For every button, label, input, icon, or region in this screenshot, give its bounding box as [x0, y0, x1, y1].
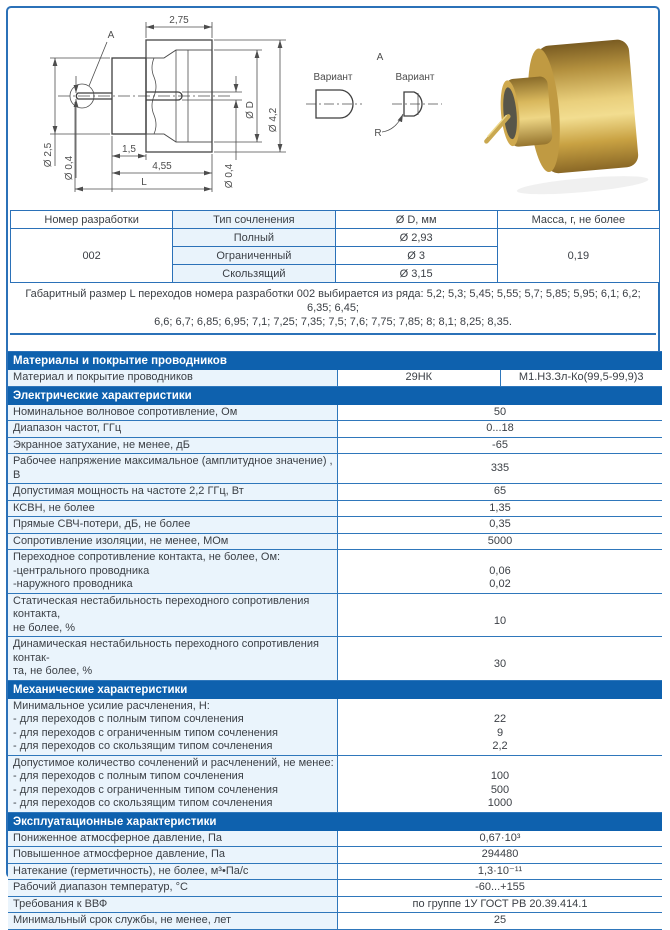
spec-row	[8, 897, 662, 914]
value-cell	[338, 484, 662, 500]
param-line: Допустимая мощность на частоте 2,2 ГГц, Вт	[13, 485, 244, 497]
param-line: не более, %	[13, 621, 75, 634]
value-line: 0,35	[489, 518, 511, 530]
param-cell	[8, 699, 338, 755]
value-line: 25	[493, 914, 507, 926]
value-cell	[338, 880, 662, 896]
param-line: Материал и покрытие проводников	[13, 371, 193, 383]
connector-photo	[484, 18, 656, 200]
detail-view-a	[300, 46, 460, 156]
param-cell	[8, 831, 338, 847]
spec-row	[8, 421, 662, 438]
value-cell	[338, 517, 662, 533]
param-line: Рабочее напряжение максимальное (амплитудное значение) , В	[13, 455, 333, 481]
value-cell	[338, 699, 662, 755]
value-cell	[338, 421, 662, 437]
param-cell	[8, 370, 338, 386]
value-line	[340, 645, 660, 659]
spec-row	[8, 594, 662, 638]
dim-l: L	[141, 177, 147, 188]
spec-row	[8, 484, 662, 501]
param-line: -центрального проводника	[13, 564, 150, 577]
param-line: Рабочий диапазон температур, °С	[13, 881, 188, 893]
value-line: 1,3·10⁻¹¹	[477, 864, 523, 877]
drawing-area	[8, 8, 658, 204]
param-cell	[8, 421, 338, 437]
col-header-mating-type: Тип сочленения	[173, 211, 335, 229]
diameter-cell: Ø 3	[335, 247, 497, 265]
value-line: 0,06	[489, 564, 511, 577]
spec-row	[8, 864, 662, 881]
value-line	[340, 757, 660, 771]
spec-row	[8, 880, 662, 897]
param-cell	[8, 438, 338, 454]
value-cell	[338, 831, 662, 847]
dim-455: 4,55	[152, 161, 172, 172]
value-line: 65	[493, 485, 507, 497]
dimension-note	[10, 284, 656, 335]
mass-cell: 0,19	[497, 229, 659, 283]
value-line: М1.Н3.Зл-Ко(99,5-99,9)3	[518, 371, 644, 383]
param-cell	[8, 454, 338, 483]
param-line: -наружного проводника	[13, 578, 133, 590]
value-line: 0,02	[489, 578, 511, 590]
value-line: 22	[493, 713, 507, 725]
param-line: Переходное сопротивление контакта, не более, Ом:	[13, 551, 281, 563]
value-cell	[501, 370, 663, 386]
value-cell	[338, 637, 662, 680]
param-line: Диапазон частот, ГГц	[13, 422, 122, 434]
value-cell	[338, 501, 662, 517]
value-line: 30	[493, 658, 507, 671]
value-line: 1000	[487, 797, 513, 809]
value-cell	[338, 534, 662, 550]
value-line: 100	[490, 770, 510, 782]
section-header: Эксплуатационные характеристики	[8, 813, 662, 831]
param-cell	[8, 484, 338, 500]
section-header: Электрические характеристики	[8, 387, 662, 405]
spec-row	[8, 517, 662, 534]
value-line: по группе 1У ГОСТ РВ 20.39.414.1	[412, 897, 588, 910]
value-cell	[338, 847, 662, 863]
value-line: -60...+155	[475, 881, 525, 893]
param-cell	[8, 864, 338, 880]
spec-row	[8, 550, 662, 594]
param-line: - для переходов с полным типом сочленения	[13, 713, 244, 725]
param-cell	[8, 594, 338, 637]
spec-row	[8, 699, 662, 756]
param-cell	[8, 897, 338, 913]
param-line: - для переходов со скользящим типом сочленения	[13, 797, 273, 809]
param-cell	[8, 756, 338, 812]
value-line: 10	[493, 614, 507, 627]
param-cell	[8, 880, 338, 896]
detail-a-title: А	[376, 52, 384, 63]
param-cell	[8, 847, 338, 863]
param-line: Минимальное усилие расчленения, Н:	[13, 699, 210, 712]
diameter-cell: Ø 3,15	[335, 265, 497, 283]
spec-row	[8, 913, 662, 930]
dim-dia-42: Ø 4,2	[268, 107, 279, 133]
variants-table-header-row	[11, 211, 660, 229]
value-line	[340, 601, 660, 615]
param-line: Требования к ВВФ	[13, 897, 108, 910]
section-header: Механические характеристики	[8, 681, 662, 699]
param-line: Динамическая нестабильность переходного сопротивления контак-	[13, 638, 319, 664]
spec-row	[8, 370, 662, 387]
spec-row	[8, 534, 662, 551]
param-cell	[8, 913, 338, 929]
dim-dia-d: Ø D	[245, 101, 256, 119]
param-line: - для переходов с ограниченным типом сочленения	[13, 783, 278, 796]
param-cell	[8, 534, 338, 550]
param-cell	[8, 550, 338, 593]
radius-label: R	[374, 128, 382, 139]
param-line: КСВН, не более	[13, 501, 95, 514]
page-frame	[6, 6, 660, 926]
value-cell	[338, 405, 662, 421]
value-cell	[338, 913, 662, 929]
param-line: Натекание (герметичность), не более, м³•Па/с	[13, 864, 249, 877]
diameter-cell: Ø 2,93	[335, 229, 497, 247]
value-line	[340, 551, 660, 565]
value-line: 29НК	[405, 371, 433, 383]
view-a-label: A	[107, 30, 115, 41]
table-row	[11, 229, 660, 247]
dim-dia-04-left: Ø 0,4	[64, 155, 75, 181]
value-cell	[338, 897, 662, 913]
mating-type-cell: Полный	[173, 229, 335, 247]
value-cell	[338, 370, 501, 386]
value-line: 5000	[487, 534, 513, 547]
mating-type-cell: Ограниченный	[173, 247, 335, 265]
value-cell	[338, 756, 662, 812]
value-line: 2,2	[492, 740, 508, 752]
spec-row	[8, 438, 662, 455]
param-line: Экранное затухание, не менее, дБ	[13, 438, 190, 451]
param-cell	[8, 405, 338, 421]
variant1-label: Вариант	[313, 72, 353, 83]
col-header-dev-number: Номер разработки	[11, 211, 173, 229]
param-line: Прямые СВЧ-потери, дБ, не более	[13, 518, 191, 530]
spec-table	[8, 351, 662, 930]
param-cell	[8, 501, 338, 517]
value-line: 50	[493, 405, 507, 418]
value-cell	[338, 594, 662, 637]
value-line: 500	[490, 783, 510, 796]
value-line: -65	[492, 438, 508, 451]
param-line: Повышенное атмосферное давление, Па	[13, 848, 226, 860]
col-header-mass: Масса, г, не более	[497, 211, 659, 229]
value-line: 0,67·10³	[479, 831, 521, 844]
param-line: Пониженное атмосферное давление, Па	[13, 831, 223, 844]
param-line: - для переходов со скользящим типом сочленения	[13, 740, 273, 752]
dim-dia-25: Ø 2,5	[43, 142, 54, 168]
spec-row	[8, 756, 662, 813]
value-cell	[338, 864, 662, 880]
value-line: 335	[490, 461, 510, 474]
value-line: 0...18	[486, 422, 514, 434]
note-line-1: Габаритный размер L переходов номера разработки 002 выбирается из ряда: 5,2; 5,3; 5,45; 5,55; 5,7; 5,85; 5,95; 6,1; 6,2; 6,35; 6,45;	[25, 288, 641, 314]
spec-row	[8, 831, 662, 848]
param-line: Сопротивление изоляции, не менее, МОм	[13, 534, 229, 547]
param-line: Статическая нестабильность переходного сопротивления контакта,	[13, 594, 310, 620]
dev-number-cell: 002	[11, 229, 173, 283]
spec-row	[8, 847, 662, 864]
technical-drawing	[14, 10, 300, 202]
value-cell	[338, 438, 662, 454]
dim-dia-04-right: Ø 0,4	[224, 163, 235, 189]
col-header-diameter: Ø D, мм	[335, 211, 497, 229]
spec-row	[8, 454, 662, 484]
param-cell	[8, 637, 338, 680]
value-cell	[338, 454, 662, 483]
value-cell	[338, 550, 662, 593]
variants-table	[10, 210, 660, 283]
param-line: та, не более, %	[13, 665, 93, 677]
spec-row	[8, 405, 662, 422]
value-line: 294480	[481, 848, 519, 860]
mating-type-cell: Скользящий	[173, 265, 335, 283]
spec-row	[8, 637, 662, 681]
param-line: Минимальный срок службы, не менее, лет	[13, 914, 232, 926]
section-header: Материалы и покрытие проводников	[8, 352, 662, 370]
param-line: - для переходов с полным типом сочленения	[13, 770, 244, 782]
param-line: Номинальное волновое сопротивление, Ом	[13, 405, 238, 418]
spec-row	[8, 501, 662, 518]
variant2-label: Вариант	[395, 72, 435, 83]
value-line	[340, 700, 660, 714]
dim-15: 1,5	[122, 144, 136, 155]
note-line-2: 6,6; 6,7; 6,85; 6,95; 7,1; 7,25; 7,35; 7,5; 7,6; 7,75; 7,85; 8; 8,1; 8,25; 8,35.	[154, 316, 512, 328]
param-line: - для переходов с ограниченным типом сочленения	[13, 726, 278, 739]
value-line: 1,35	[489, 501, 511, 514]
param-line: Допустимое количество сочленений и расчленений, не менее:	[13, 756, 334, 769]
dim-275: 2,75	[169, 15, 189, 26]
param-cell	[8, 517, 338, 533]
value-line: 9	[496, 726, 504, 739]
